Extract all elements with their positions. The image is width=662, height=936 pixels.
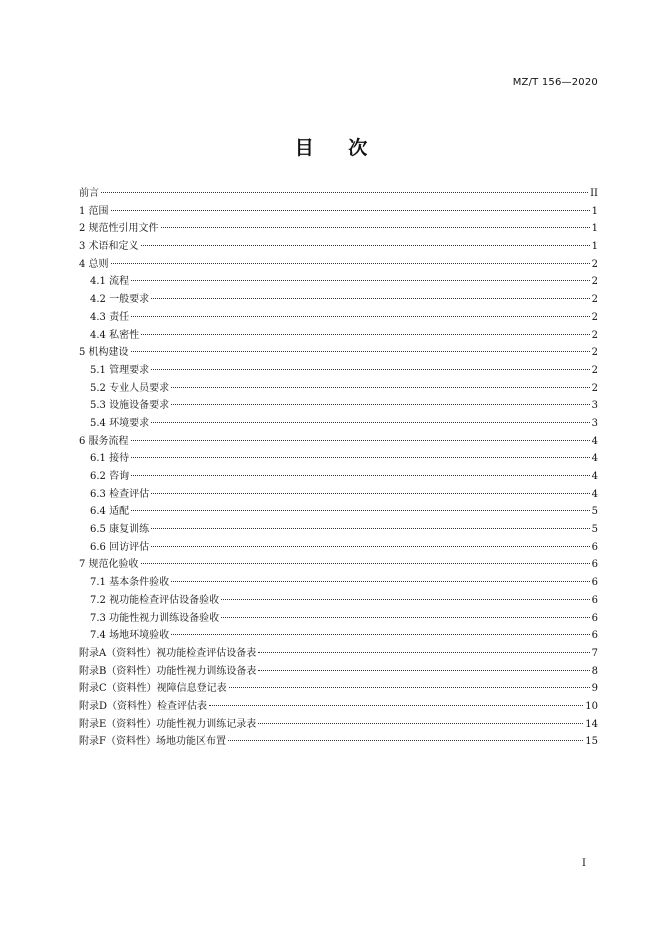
toc-entry-page: 2 xyxy=(591,364,598,376)
toc-entry[interactable] xyxy=(79,592,598,610)
toc-entry[interactable] xyxy=(79,185,598,203)
toc-leader-dots xyxy=(171,404,590,405)
toc-leader-dots xyxy=(171,634,590,635)
toc-entry-page: 2 xyxy=(591,382,598,394)
toc-entry-label: 6.2 咨询 xyxy=(90,471,130,482)
toc-entry-label: 4.1 流程 xyxy=(90,276,130,288)
toc-leader-dots xyxy=(141,563,590,564)
toc-entry-label: 6.3 检查评估 xyxy=(90,488,150,500)
toc-entry-label: 7.1 基本条件验收 xyxy=(90,577,170,589)
toc-entry-page: 5 xyxy=(591,506,598,518)
toc-leader-dots xyxy=(141,245,590,246)
toc-leader-dots xyxy=(161,227,590,228)
toc-entry-page: 2 xyxy=(591,311,598,323)
toc-entry-label: 5.3 设施设备要求 xyxy=(90,400,170,412)
toc-leader-dots xyxy=(228,740,583,741)
toc-entry-label: 5 机构建设 xyxy=(79,347,129,359)
toc-entry[interactable] xyxy=(79,733,598,751)
toc-entry-label: 3 术语和定义 xyxy=(79,241,139,253)
toc-entry[interactable] xyxy=(79,380,598,398)
toc-leader-dots xyxy=(131,316,590,317)
toc-entry-label: 4.3 责任 xyxy=(90,311,130,323)
toc-entry-label: 5.4 环境要求 xyxy=(90,417,150,429)
toc-entry[interactable] xyxy=(79,450,598,468)
toc-entry[interactable] xyxy=(79,273,598,291)
page-title: 目 次 xyxy=(294,137,382,159)
toc-leader-dots xyxy=(111,263,590,264)
toc-entry-label: 附录F（资料性）场地功能区布置 xyxy=(79,736,226,748)
toc-leader-dots xyxy=(101,192,588,193)
toc-entry-label: 6.5 康复训练 xyxy=(90,524,150,536)
toc-entry-label: 5.1 管理要求 xyxy=(90,364,150,376)
toc-entry-label: 附录A（资料性）视功能检查评估设备表 xyxy=(79,647,257,659)
toc-leader-dots xyxy=(171,581,590,582)
toc-entry-label: 附录C（资料性）视障信息登记表 xyxy=(79,683,227,695)
toc-entry-label: 6.1 接待 xyxy=(90,453,130,465)
toc-entry-page: 2 xyxy=(591,276,598,288)
toc-entry-label: 4 总则 xyxy=(79,258,109,270)
toc-leader-dots xyxy=(141,334,590,335)
toc-entry[interactable] xyxy=(79,663,598,681)
toc-entry-page: 4 xyxy=(591,435,598,447)
toc-entry[interactable] xyxy=(79,344,598,362)
toc-entry-label: 4.2 一般要求 xyxy=(90,294,150,306)
toc-entry-page: 4 xyxy=(591,453,598,465)
toc-entry-label: 7 规范化验收 xyxy=(79,559,139,571)
toc-leader-dots xyxy=(171,387,590,388)
toc-entry-page: 3 xyxy=(591,417,598,429)
toc-entry-label: 7.2 视功能检查评估设备验收 xyxy=(90,594,220,606)
toc-entry[interactable] xyxy=(79,716,598,734)
toc-entry-label: 1 范围 xyxy=(79,205,109,217)
toc-leader-dots xyxy=(229,687,590,688)
toc-entry-page: 6 xyxy=(591,594,598,606)
toc-leader-dots xyxy=(131,475,590,476)
toc-entry-label: 前言 xyxy=(79,188,99,199)
toc-entry-page: 1 xyxy=(591,241,598,253)
toc-entry-page: 6 xyxy=(591,541,598,553)
toc-entry-page: 6 xyxy=(591,559,598,571)
toc-leader-dots xyxy=(151,422,590,423)
toc-leader-dots xyxy=(221,617,590,618)
toc-entry-page: 1 xyxy=(591,223,598,235)
toc-leader-dots xyxy=(131,457,590,458)
toc-leader-dots xyxy=(131,351,590,352)
toc-entry-page: 10 xyxy=(585,700,598,712)
toc-entry-label: 5.2 专业人员要求 xyxy=(90,382,170,394)
toc-entry[interactable] xyxy=(79,556,598,574)
toc-entry-page: 2 xyxy=(591,329,598,341)
toc-entry-page: 4 xyxy=(591,488,598,500)
toc-leader-dots xyxy=(258,723,583,724)
toc-entry[interactable] xyxy=(79,220,598,238)
toc-entry-label: 6.4 适配 xyxy=(90,506,130,518)
toc-entry-label: 7.4 场地环境验收 xyxy=(90,630,170,642)
toc-entry[interactable] xyxy=(79,468,598,486)
toc-entry-page: 6 xyxy=(591,612,598,624)
toc-entry[interactable] xyxy=(79,627,598,645)
table-of-contents xyxy=(79,185,598,751)
standard-code: MZ/T 156—2020 xyxy=(512,77,598,88)
toc-entry[interactable] xyxy=(79,309,598,327)
toc-entry-page: 9 xyxy=(591,683,598,695)
toc-entry-page: 3 xyxy=(591,400,598,412)
toc-entry-page: 2 xyxy=(591,347,598,359)
toc-entry-label: 2 规范性引用文件 xyxy=(79,223,159,235)
toc-entry-page: II xyxy=(590,188,598,199)
toc-entry[interactable] xyxy=(79,503,598,521)
toc-entry-page: 8 xyxy=(591,665,598,677)
toc-entry-page: 7 xyxy=(591,647,598,659)
toc-leader-dots xyxy=(131,510,590,511)
toc-entry-page: 5 xyxy=(591,524,598,536)
toc-entry-page: 4 xyxy=(591,471,598,482)
toc-leader-dots xyxy=(111,210,590,211)
toc-leader-dots xyxy=(151,546,590,547)
page-number: I xyxy=(582,858,586,869)
toc-leader-dots xyxy=(209,705,583,706)
toc-entry-label: 附录E（资料性）功能性视力训练记录表 xyxy=(79,718,257,730)
toc-entry[interactable] xyxy=(79,238,598,256)
toc-entry-label: 6 服务流程 xyxy=(79,435,129,447)
toc-entry[interactable] xyxy=(79,203,598,221)
toc-entry[interactable] xyxy=(79,680,598,698)
toc-entry-label: 4.4 私密性 xyxy=(90,329,140,341)
toc-entry-label: 7.3 功能性视力训练设备验收 xyxy=(90,612,220,624)
toc-leader-dots xyxy=(258,670,589,671)
toc-leader-dots xyxy=(221,599,590,600)
toc-entry[interactable] xyxy=(79,521,598,539)
toc-leader-dots xyxy=(151,493,590,494)
toc-leader-dots xyxy=(258,652,589,653)
toc-entry[interactable] xyxy=(79,645,598,663)
toc-leader-dots xyxy=(151,298,590,299)
toc-entry-page: 6 xyxy=(591,577,598,589)
toc-entry-page: 1 xyxy=(591,205,598,217)
toc-entry-page: 2 xyxy=(591,258,598,270)
toc-entry-page: 2 xyxy=(591,294,598,306)
toc-entry[interactable] xyxy=(79,698,598,716)
toc-entry[interactable] xyxy=(79,362,598,380)
toc-entry[interactable] xyxy=(79,486,598,504)
toc-entry[interactable] xyxy=(79,415,598,433)
toc-entry[interactable] xyxy=(79,539,598,557)
toc-entry[interactable] xyxy=(79,433,598,451)
toc-leader-dots xyxy=(131,280,590,281)
toc-entry[interactable] xyxy=(79,291,598,309)
toc-leader-dots xyxy=(151,369,590,370)
toc-entry-page: 6 xyxy=(591,630,598,642)
toc-entry[interactable] xyxy=(79,574,598,592)
toc-entry-label: 6.6 回访评估 xyxy=(90,541,150,553)
toc-entry-page: 14 xyxy=(585,718,598,730)
toc-leader-dots xyxy=(131,440,590,441)
toc-entry[interactable] xyxy=(79,610,598,628)
toc-entry[interactable] xyxy=(79,397,598,415)
toc-entry[interactable] xyxy=(79,256,598,274)
toc-entry-page: 15 xyxy=(585,736,598,748)
toc-leader-dots xyxy=(151,528,590,529)
toc-entry-label: 附录B（资料性）功能性视力训练设备表 xyxy=(79,665,257,677)
toc-entry-label: 附录D（资料性）检查评估表 xyxy=(79,700,208,712)
toc-entry[interactable] xyxy=(79,327,598,345)
